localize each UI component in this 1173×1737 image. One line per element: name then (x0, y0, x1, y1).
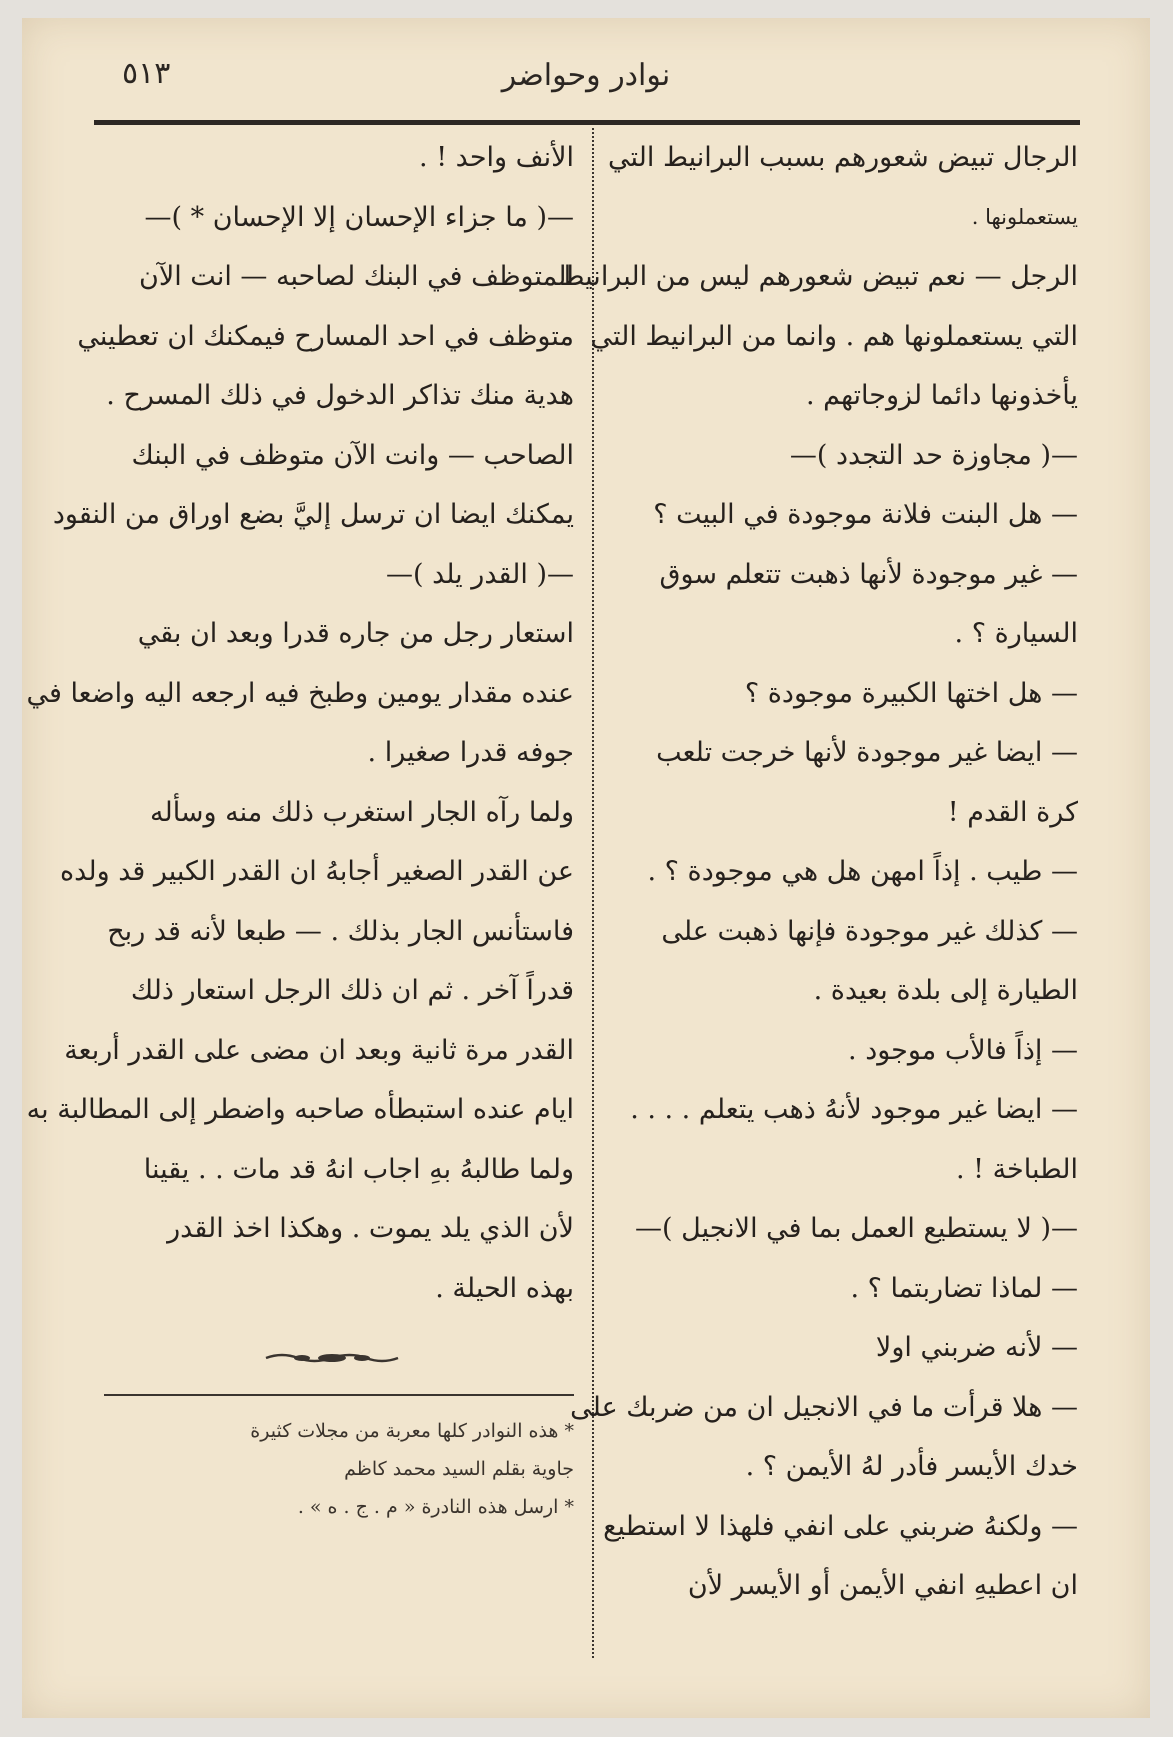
text-line: لأن الذي يلد يموت . وهكذا اخذ القدر (167, 1213, 574, 1244)
text-line: ان اعطيهِ انفي الأيمن أو الأيسر لأن (687, 1570, 1078, 1601)
page-header (92, 48, 1080, 104)
section-heading: —( القدر يلد )— (385, 558, 574, 590)
footnote-rule (104, 1394, 574, 1396)
section-heading: —( ما جزاء الإحسان إلا الإحسان * )— (144, 201, 574, 233)
text-line: كرة القدم ! (947, 796, 1078, 828)
text-line: — طيب . إذاً امهن هل هي موجودة ؟ . (647, 856, 1078, 887)
text-line: عن القدر الصغير أجابهُ ان القدر الكبير قد ولده (60, 856, 574, 887)
footnote-line: * ارسل هذه النادرة « م . ج . ه » . (297, 1496, 574, 1518)
section-heading: —( مجاوزة حد التجدد )— (789, 439, 1078, 471)
text-line: فاستأنس الجار بذلك . — طبعا لأنه قد ربح (107, 915, 574, 947)
text-line: — هل البنت فلانة موجودة في البيت ؟ (653, 499, 1078, 530)
ornament-divider (262, 1348, 402, 1368)
text-line: — ايضا غير موجودة لأنها خرجت تلعب (656, 737, 1078, 768)
text-line: جوفه قدرا صغيرا . (367, 737, 574, 768)
text-line: قدراً آخر . ثم ان ذلك الرجل استعار ذلك (130, 975, 574, 1006)
text-line: الصاحب — وانت الآن متوظف في البنك (131, 439, 574, 471)
text-line: — ايضا غير موجود لأنهُ ذهب يتعلم . . . . (630, 1094, 1078, 1125)
text-line: — ولكنهُ ضربني على انفي فلهذا لا استطيع (603, 1510, 1078, 1542)
text-line: هدية منك تذاكر الدخول في ذلك المسرح . (106, 380, 574, 411)
running-title: نوادر وحواضر (501, 58, 671, 93)
text-line: يستعملونها . (971, 204, 1078, 229)
text-line: يأخذونها دائما لزوجاتهم . (805, 380, 1078, 411)
text-line: بهذه الحيلة . (435, 1272, 574, 1304)
footnotes (100, 1412, 574, 1526)
text-line: ولما طالبهُ بهِ اجاب انهُ قد مات . . يقينا (143, 1153, 574, 1185)
page-number: ٥١٣ (122, 56, 171, 91)
text-line: السيارة ؟ . (954, 618, 1078, 649)
text-line: — كذلك غير موجودة فإنها ذهبت على (661, 915, 1078, 947)
text-line: الرجال تبيض شعورهم بسبب البرانيط التي (607, 142, 1078, 173)
text-line: — إذاً فالأب موجود . (848, 1034, 1078, 1066)
text-line: ايام عنده استبطأه صاحبه واضطر إلى المطالبة به (26, 1094, 574, 1125)
text-line: — هل اختها الكبيرة موجودة ؟ (744, 677, 1078, 709)
left-column (26, 128, 574, 1304)
text-line: ولما رآه الجار استغرب ذلك منه وسأله (150, 796, 574, 828)
text-line: متوظف في احد المسارح فيمكنك ان تعطيني (77, 320, 574, 352)
text-line: استعار رجل من جاره قدرا وبعد ان بقي (137, 618, 574, 649)
text-line: — هلا قرأت ما في الانجيل ان من ضربك على (570, 1391, 1078, 1423)
text-line: خدك الأيسر فأدر لهُ الأيمن ؟ . (745, 1451, 1078, 1482)
text-line: — لماذا تضاربتما ؟ . (850, 1272, 1078, 1304)
section-heading: —( لا يستطيع العمل بما في الانجيل )— (635, 1213, 1078, 1244)
footnote-line: جاوية بقلم السيد محمد كاظم (344, 1458, 574, 1480)
text-line: الطباخة ! . (955, 1153, 1078, 1185)
text-line: الأنف واحد ! . (419, 142, 574, 173)
text-line: الرجل — نعم تبيض شعورهم ليس من البرانيط (559, 261, 1078, 292)
text-line: عنده مقدار يومين وطبخ فيه ارجعه اليه واضعا في (26, 677, 574, 709)
text-line: يمكنك ايضا ان ترسل إليَّ بضع اوراق من النقود (52, 499, 574, 530)
book-page (22, 18, 1150, 1718)
header-rule (94, 120, 1080, 125)
text-line: — غير موجودة لأنها ذهبت تتعلم سوق (659, 558, 1078, 590)
footnote-line: * هذه النوادر كلها معربة من مجلات كثيرة (250, 1420, 574, 1442)
text-line: المتوظف في البنك لصاحبه — انت الآن (139, 261, 574, 292)
right-column (559, 128, 1078, 1616)
text-line: التي يستعملونها هم . وانما من البرانيط التي (590, 320, 1078, 352)
text-line: القدر مرة ثانية وبعد ان مضى على القدر أربعة (64, 1034, 574, 1066)
text-line: — لأنه ضربني اولا (875, 1332, 1078, 1363)
text-line: الطيارة إلى بلدة بعيدة . (813, 975, 1078, 1006)
